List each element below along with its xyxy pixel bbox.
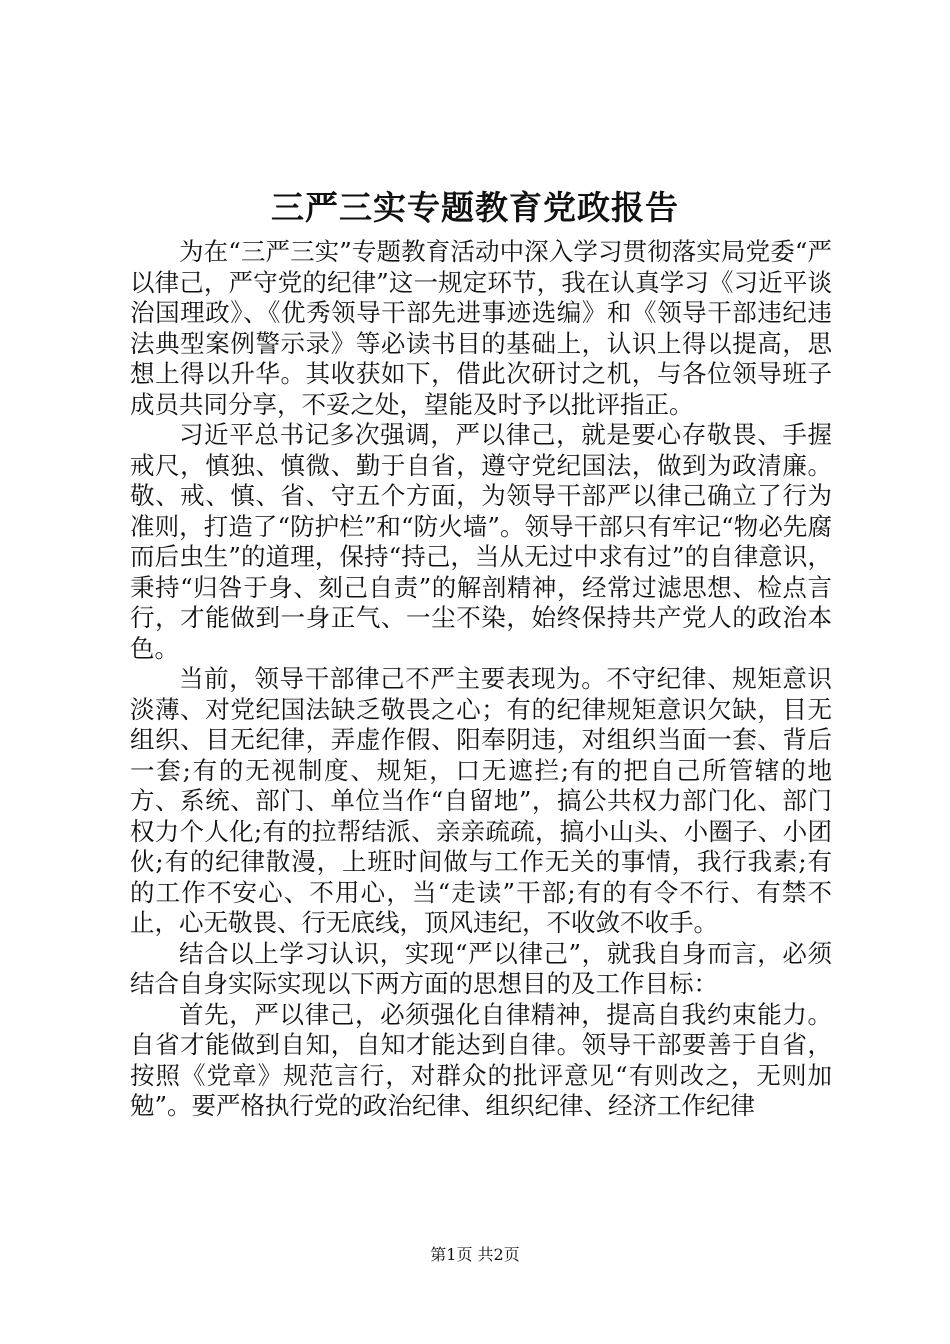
document-body: [130, 237, 832, 1122]
page-footer: 第1页 共2页: [430, 1245, 520, 1264]
paragraph-2: 习近平总书记多次强调，严以律己，就是要心存敬畏、手握戒尺，慎独、慎微、勤于自省，遵守党纪国法，做到为政清廉。敬、戒、慎、省、守五个方面，为领导干部严以律己确立了行为准则，打造了“防护栏”和“防火墙”。领导干部只有牢记“物必先腐而后虫生”的道理，保持“持己，当从无过中求有过”的自律意识，秉持“归咎于身、刻己自责”的解剖精神，经常过滤思想、检点言行，才能做到一身正气、一尘不染，始终保持共产党人的政治本色。: [130, 420, 832, 663]
paragraph-5: 首先，严以律己，必须强化自律精神，提高自我约束能力。自省才能做到自知，自知才能达到自律。领导干部要善于自省，按照《党章》规范言行，对群众的批评意见“有则改之，无则加勉”。要严格执行党的政治纪律、组织纪律、经济工作纪律: [130, 999, 832, 1120]
document-title: 三严三实专题教育党政报告: [271, 188, 679, 227]
paragraph-4: 结合以上学习认识，实现“严以律己”，就我自身而言，必须结合自身实际实现以下两方面的思想目的及工作目标：: [130, 938, 832, 998]
paragraph-1: 为在“三严三实”专题教育活动中深入学习贯彻落实局党委“严以律己，严守党的纪律”这一规定环节，我在认真学习《习近平谈治国理政》、《优秀领导干部先进事迹选编》和《领导干部违纪违法典型案例警示录》等必读书目的基础上，认识上得以提高，思想上得以升华。其收获如下，借此次研讨之机，与各位领导班子成员共同分享，不妥之处，望能及时予以批评指正。: [130, 237, 832, 419]
paragraph-3: 当前，领导干部律己不严主要表现为。不守纪律、规矩意识淡薄、对党纪国法缺乏敬畏之心；有的纪律规矩意识欠缺，目无组织、目无纪律，弄虚作假、阳奉阴违，对组织当面一套、背后一套;有的无视制度、规矩，口无遮拦;有的把自己所管辖的地方、系统、部门、单位当作“自留地”，搞公共权力部门化、部门权力个人化;有的拉帮结派、亲亲疏疏，搞小山头、小圈子、小团伙;有的纪律散漫，上班时间做与工作无关的事情，我行我素;有的工作不安心、不用心，当“走读”干部;有的有令不行、有禁不止，心无敬畏、行无底线，顶风违纪，不收敛不收手。: [130, 664, 832, 937]
